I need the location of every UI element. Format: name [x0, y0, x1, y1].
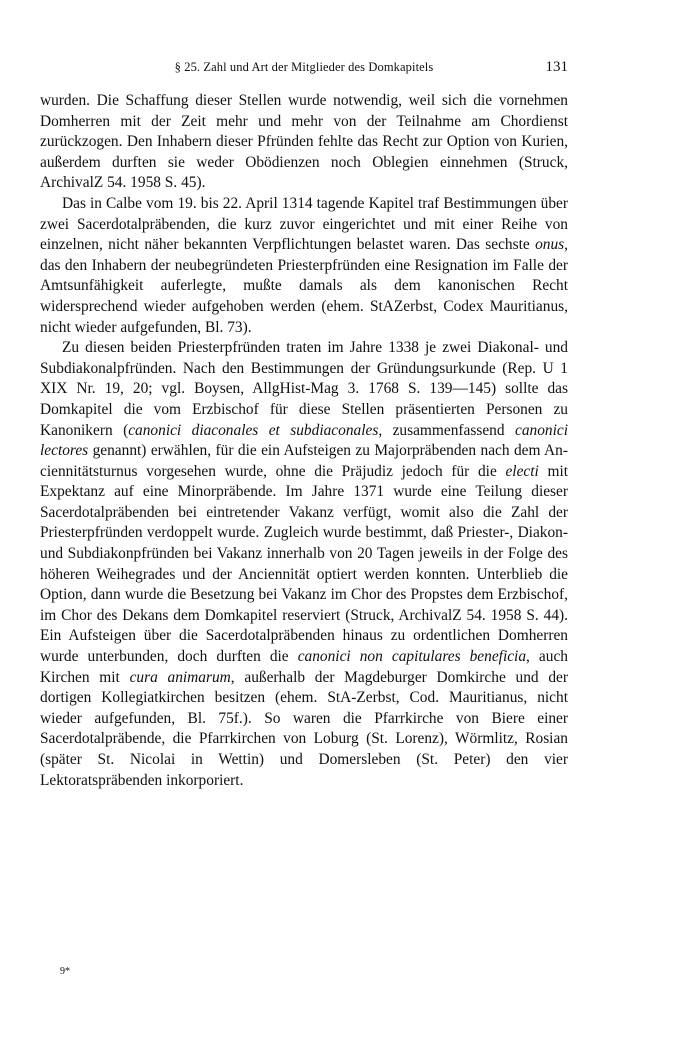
text-segment: , zusammenfassend: [378, 421, 515, 439]
text-segment: , auch Kirchen mit: [40, 648, 568, 686]
running-head: § 25. Zahl und Art der Mitglieder des Domkapitels: [174, 60, 434, 74]
text-segment: Das in Calbe vom 19. bis 22. April 1314 tagende Kapitel traf Bestimmungen über zwei Sacerdotalpräbenden, die kurz zuvor eingerichtet und mit einer Reihe von einzelnen, nicht näher bekannten Verpflichtungen belastet waren. Das sechste: [40, 194, 568, 254]
page-number: 131: [545, 59, 568, 75]
italic-text: canonici diaconales et subdiaconales: [128, 421, 379, 439]
italic-text: canonici lectores: [40, 421, 568, 460]
body-text: [40, 91, 568, 791]
page-header: [40, 60, 568, 82]
signature-mark: 9*: [60, 966, 70, 977]
paragraph: [40, 91, 568, 194]
italic-text: canonici non capitulares beneficia: [297, 648, 527, 666]
text-segment: , das den Inhabern der neubegründeten Priesterpfründen eine Resignation im Falle der Amtsunfähigkeit auferlegte, mußte damals als dem kanonischen Recht widersprechend wieder aufgehoben werden (ehem. StAZerbst, Codex Mauritianus, nicht wieder aufgefunden, Bl. 73).: [40, 236, 568, 336]
paragraph: [40, 194, 568, 338]
text-segment: , außerhalb der Magdeburger Domkirche und der dortigen Kollegiatkirchen besitzen (ehem. StA-Zerbst, Cod. Mauritianus, nicht wieder aufgefunden, Bl. 75f.). So waren die Pfarrkirche von Biere einer Sacerdotalpräbende, die Pfarrkirchen von Loburg (St. Lorenz), Wörmlitz, Rosian (später St. Nicolai in Wettin) und Domersleben (St. Peter) den vier Lektoratspräbenden inkorporiert.: [40, 668, 568, 789]
text-segment: wurden. Die Schaffung dieser Stellen wurde notwendig, weil sich die vornehmen Domherren mit der Zeit mehr und mehr von der Teilnahme am Chordienst zurückzogen. Den Inhabern dieser Pfründen fehlte das Recht zur Option von Kurien, außerdem durften sie weder Obödienzen noch Oblegien einnehmen (Struck, ArchivalZ 54. 1958 S. 45).: [40, 92, 568, 192]
italic-text: electi: [505, 462, 539, 480]
text-segment: mit Expektanz auf eine Minorpräbende. Im Jahre 1371 wurde eine Teilung dieser Sacerdotalpräbenden bei eintretender Vakanz verfügt, womit also die Zahl der Priesterpfründen verdoppelt wurde. Zugleich wurde bestimmt, daß Priester-, Diakon- und Subdiakonpfründen bei Vakanz innerhalb von 20 Tagen jeweils in der Folge des höheren Weihegrades und der Anciennität optiert werden konnten. Unterblieb die Option, dann wurde die Besetzung bei Vakanz im Chor des Propstes dem Erzbischof, im Chor des Dekans dem Domkapitel reserviert (Struck, ArchivalZ 54. 1958 S. 44). Ein Aufsteigen über die Sacerdotalpräbenden hinaus zu ordentlichen Domherren wurde unterbunden, doch durften die: [40, 462, 568, 666]
italic-text: cura animarum: [129, 668, 231, 686]
italic-text: onus: [535, 236, 565, 254]
text-segment: Zu diesen beiden Priesterpfründen traten im Jahre 1338 je zwei Diakonal- und Subdiakonalpfründen. Nach den Bestimmungen der Gründungsurkunde (Rep. U 1 XIX Nr. 19, 20; vgl. Boysen, AllgHist-Mag 3. 1768 S. 139—145) sollte das Domkapitel die vom Erzbischof für diese Stellen präsentierten Personen zu Kanonikern (: [40, 339, 568, 439]
text-segment: genannt) erwählen, für die ein Aufsteigen zu Majorpräbenden nach dem Anciennitätsturnus vorgesehen wurde, ohne die Präjudiz jedoch für die: [40, 442, 568, 480]
paragraph: [40, 338, 568, 791]
